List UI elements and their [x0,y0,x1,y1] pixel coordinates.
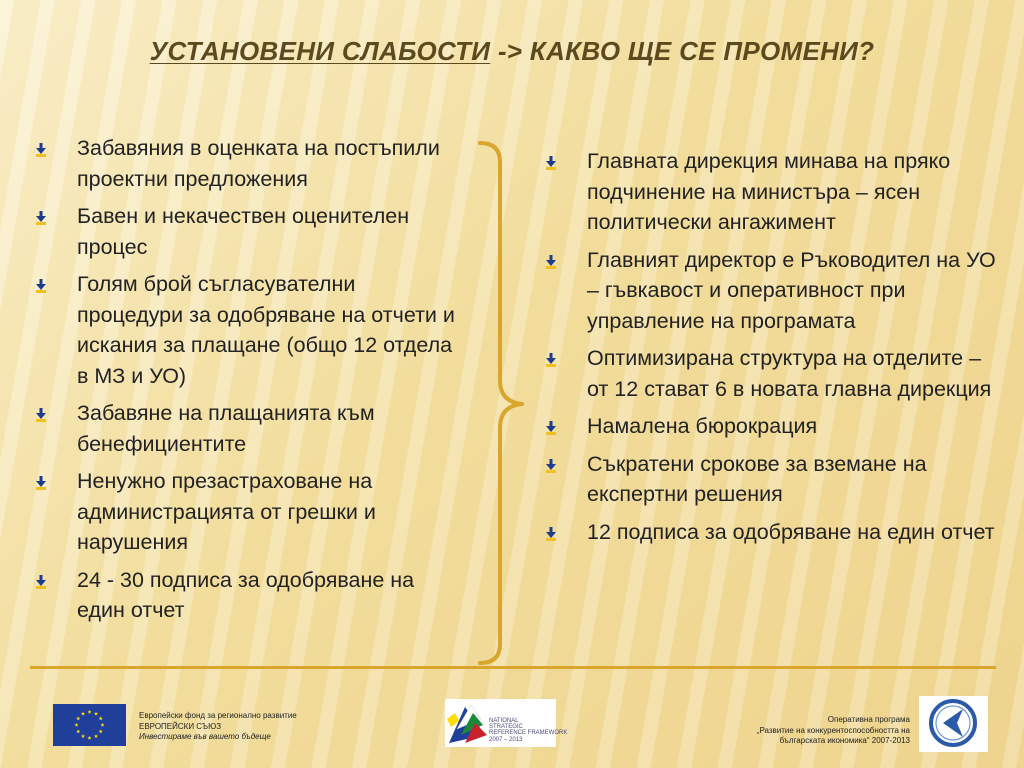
weakness-item [36,269,456,391]
change-item [546,146,996,238]
op-line3: българската икономика“ 2007-2013 [779,736,910,745]
weakness-item-text: Бавен и некачествен оценителен процес [77,204,410,259]
change-item-text: Намалена бюрокрация [587,414,818,438]
eu-fund-line2: ЕВРОПЕЙСКИ СЪЮЗ [139,721,222,731]
weakness-item [36,133,456,194]
change-item [546,449,996,510]
weakness-item-text: Забавяне на плащанията към бенефициентите [77,401,375,456]
eu-fund-line3: Инвестираме във вашето бъдеще [139,732,271,741]
op-programme-text [757,715,910,747]
arrow-bullet-icon [546,421,556,435]
arrow-bullet-icon [546,255,556,269]
nsrf-line1: NATIONAL [489,718,519,724]
arrow-bullet-icon [36,143,46,157]
change-item [546,517,996,548]
arrow-bullet-icon [36,279,46,293]
weakness-item-text: 24 - 30 подписа за одобряване на един отчет [77,567,415,622]
nsrf-logo-icon [445,699,568,747]
weakness-item-text: Голям брой съгласувателни процедури за одобряване на отчети и искания за плащане (общо 12 отдела в МЗ и УО) [77,272,455,388]
nsrf-line2: STRATEGIC [489,724,523,730]
weaknesses-list [36,133,456,633]
change-item [546,245,996,337]
arrow-bullet-icon [546,459,556,473]
eu-fund-text [139,711,297,743]
change-item-text: Главният директор е Ръководител на УО – гъвкавост и оперативност при управление на програмата [587,247,996,333]
arrow-bullet-icon [36,211,46,225]
title-second-part: -> КАКВО ЩЕ СЕ ПРОМЕНИ? [490,36,875,66]
change-item-text: Главната дирекция минава на пряко подчинение на министъра – ясен политически ангажимент [587,149,951,234]
eu-fund-line1: Европейски фонд за регионално развитие [139,711,297,720]
weakness-item-text: Ненужно презастраховане на администрацията от грешки и нарушения [77,469,376,554]
weakness-item [36,565,456,626]
footer-divider [30,666,996,669]
nsrf-line3: REFERENCE FRAMEWORK [489,730,568,736]
weakness-item [36,398,456,459]
weakness-item [36,201,456,262]
nsrf-line4: 2007 – 2013 [489,737,523,743]
weakness-item-text: Забавяния в оценката на постъпили проектни предложения [77,136,440,191]
arrow-bullet-icon [546,527,556,541]
op-line2: „Развитие на конкурентоспособността на [756,725,910,735]
title-main-part: УСТАНОВЕНИ СЛАБОСТИ [149,36,491,66]
arrow-bullet-icon [36,476,46,490]
eu-flag-icon [53,704,126,746]
change-item-text: Оптимизирана структура на отделите – от 12 стават 6 в новата главна дирекция [587,346,992,401]
slide-title [0,36,1024,67]
op-line1: Оперативна програма [827,715,910,724]
arrow-bullet-icon [546,353,556,367]
arrow-bullet-icon [36,575,46,589]
change-item-text: Съкратени срокове за вземане на експертни решения [587,451,927,506]
op-competitiveness-logo-icon [919,696,988,752]
change-item [546,343,996,404]
change-item [546,411,996,442]
changes-list [546,146,996,554]
arrow-bullet-icon [36,408,46,422]
weakness-item [36,466,456,558]
arrow-bullet-icon [546,156,556,170]
change-item-text: 12 подписа за одобряване на един отчет [587,519,995,544]
right-curly-brace-icon [478,140,524,666]
